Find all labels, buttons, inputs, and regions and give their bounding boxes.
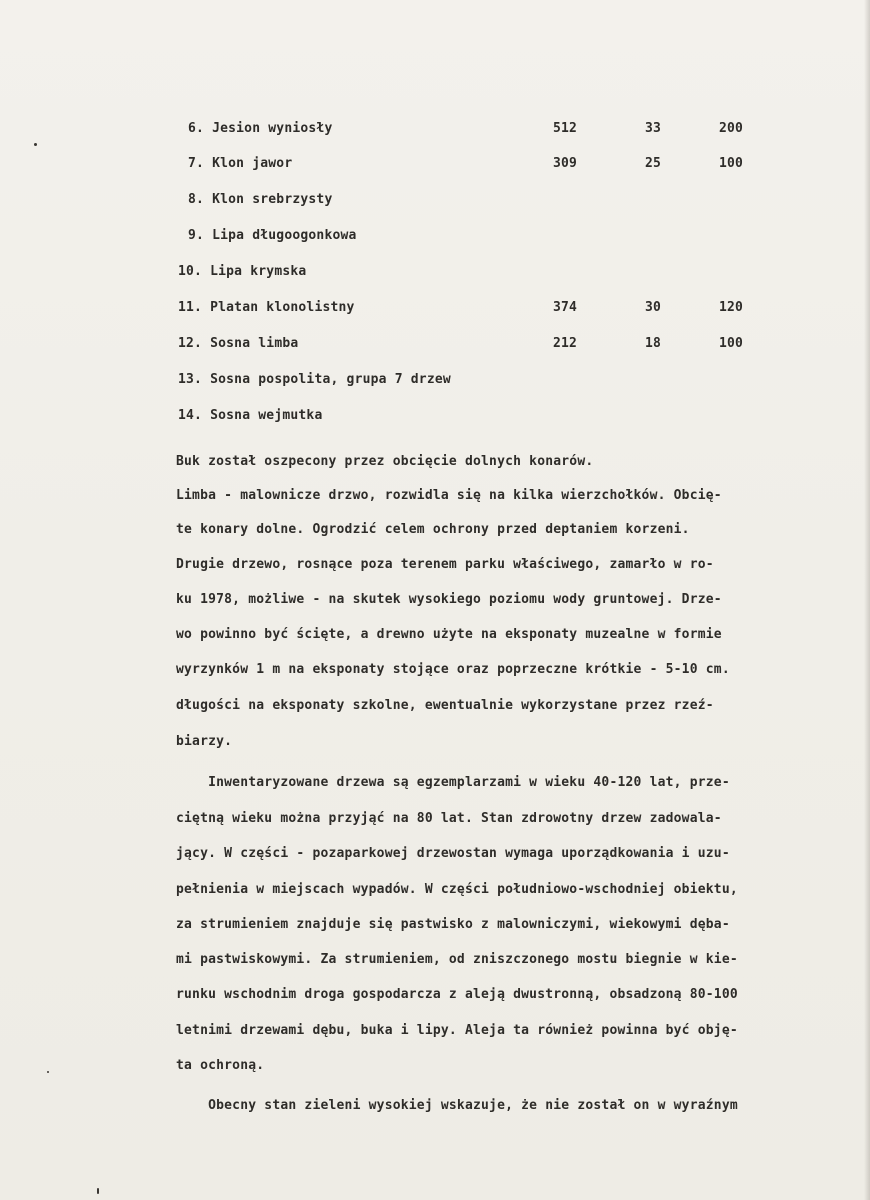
tree-name: 13. Sosna pospolita, grupa 7 drzew	[178, 372, 451, 387]
text-line: pełnienia w miejscach wypadów. W części południowo-wschodniej obiektu,	[176, 882, 738, 897]
text-line: biarzy.	[176, 734, 233, 749]
tree-name: 10. Lipa krymska	[178, 264, 307, 279]
paper-speck	[97, 1188, 99, 1194]
tree-name: 7. Klon jawor	[188, 156, 293, 171]
text-line: Inwentaryzowane drzewa są egzemplarzami w wieku 40-120 lat, prze-	[176, 775, 730, 790]
table-row	[0, 408, 870, 428]
table-row	[0, 228, 870, 248]
text-line: ciętną wieku można przyjąć na 80 lat. Stan zdrowotny drzew zadowala-	[176, 811, 722, 826]
text-line: ku 1978, możliwe - na skutek wysokiego poziomu wody gruntowej. Drze-	[176, 592, 722, 607]
text-line: Limba - malownicze drzwo, rozwidla się na kilka wierzchołków. Obcię-	[176, 488, 722, 503]
text-line: Buk został oszpecony przez obcięcie dolnych konarów.	[176, 454, 594, 469]
tree-name: 9. Lipa długoogonkowa	[188, 228, 357, 243]
tree-value-height: 30	[645, 300, 662, 315]
tree-value-age: 100	[719, 336, 744, 351]
tree-value-circumference: 212	[553, 336, 578, 351]
text-line: letnimi drzewami dębu, buka i lipy. Aleja ta również powinna być obję-	[176, 1023, 738, 1038]
table-row	[0, 192, 870, 212]
tree-value-height: 18	[645, 336, 662, 351]
tree-value-age: 200	[719, 121, 744, 136]
text-line: za strumieniem znajduje się pastwisko z malowniczymi, wiekowymi dęba-	[176, 917, 730, 932]
text-line: mi pastwiskowymi. Za strumieniem, od zniszczonego mostu biegnie w kie-	[176, 952, 738, 967]
text-line: ta ochroną.	[176, 1058, 265, 1073]
text-line: wo powinno być ścięte, a drewno użyte na eksponaty muzealne w formie	[176, 627, 722, 642]
tree-name: 14. Sosna wejmutka	[178, 408, 323, 423]
table-row	[0, 156, 870, 176]
text-line: wyrzynków 1 m na eksponaty stojące oraz poprzeczne krótkie - 5-10 cm.	[176, 662, 730, 677]
text-line: Obecny stan zieleni wysokiej wskazuje, że nie został on w wyraźnym	[176, 1098, 738, 1113]
tree-value-circumference: 309	[553, 156, 578, 171]
table-row	[0, 300, 870, 320]
table-row	[0, 264, 870, 284]
text-line: długości na eksponaty szkolne, ewentualnie wykorzystane przez rzeź-	[176, 698, 714, 713]
tree-value-age: 120	[719, 300, 744, 315]
tree-value-circumference: 512	[553, 121, 578, 136]
table-row	[0, 372, 870, 392]
text-line: te konary dolne. Ogrodzić celem ochrony przed deptaniem korzeni.	[176, 522, 690, 537]
table-row	[0, 336, 870, 356]
table-row	[0, 121, 870, 141]
tree-value-height: 25	[645, 156, 662, 171]
tree-name: 8. Klon srebrzysty	[188, 192, 333, 207]
tree-name: 11. Platan klonolistny	[178, 300, 355, 315]
tree-name: 12. Sosna limba	[178, 336, 299, 351]
tree-name: 6. Jesion wyniosły	[188, 121, 333, 136]
text-line: jący. W części - pozaparkowej drzewostan wymaga uporządkowania i uzu-	[176, 846, 730, 861]
tree-value-age: 100	[719, 156, 744, 171]
text-line: Drugie drzewo, rosnące poza terenem parku właściwego, zamarło w ro-	[176, 557, 714, 572]
tree-value-height: 33	[645, 121, 662, 136]
page-edge-shadow	[864, 0, 870, 1200]
paper-speck	[47, 1071, 49, 1073]
tree-value-circumference: 374	[553, 300, 578, 315]
text-line: runku wschodnim droga gospodarcza z aleją dwustronną, obsadzoną 80-100	[176, 987, 738, 1002]
